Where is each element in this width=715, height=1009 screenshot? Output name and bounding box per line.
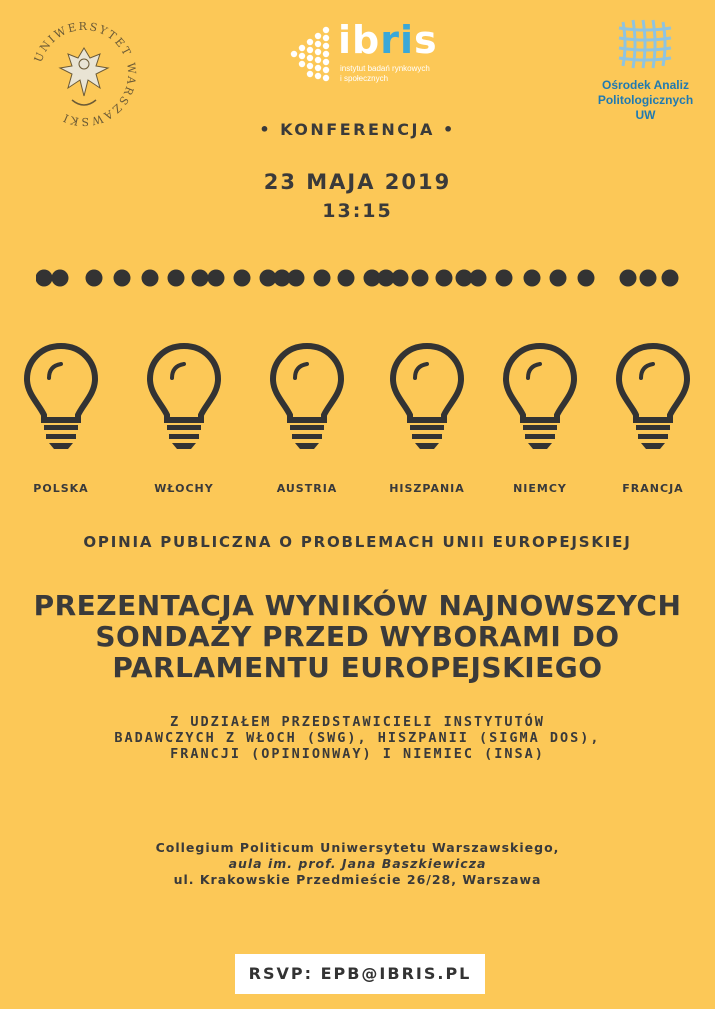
rsvp-box[interactable]: [235, 954, 485, 994]
country-polska: [6, 340, 116, 495]
participants-line3: FRANCJI (OPINIONWAY) I NIEMIEC (INSA): [170, 746, 545, 762]
headline-line2: SONDAŻY PRZED WYBORAMI DO: [95, 620, 620, 653]
rsvp-email-link[interactable]: RSVP: EPB@IBRIS.PL: [248, 964, 472, 983]
lightbulb-icon: [21, 340, 101, 452]
country-label: FRANCJA: [622, 482, 684, 495]
lightbulb-icon: [267, 340, 347, 452]
country-label: AUSTRIA: [276, 482, 338, 495]
lightbulb-icon: [144, 340, 224, 452]
ibris-tagline-line2: i społecznych: [340, 74, 389, 83]
dot-triangle-icon: [270, 24, 334, 84]
country-label: HISZPANIA: [389, 482, 465, 495]
ibris-tagline: [340, 64, 430, 84]
participants-line1: Z UDZIAŁEM PRZEDSTAWICIELI INSTYTUTÓW: [170, 714, 545, 730]
headline-line3: PARLAMENTU EUROPEJSKIEGO: [112, 651, 603, 684]
country-francja: [598, 340, 708, 495]
country-niemcy: [485, 340, 595, 495]
lightbulb-icon: [500, 340, 580, 452]
country-hiszpania: [372, 340, 482, 495]
country-wlochy: [129, 340, 239, 495]
ibris-logo: [270, 18, 440, 88]
participants-line2: BADAWCZYCH Z WŁOCH (SWG), HISZPANII (SIGMA DOS),: [114, 730, 601, 746]
venue-line2: aula im. prof. Jana Baszkiewicza: [228, 856, 487, 871]
country-austria: [252, 340, 362, 495]
subtitle: OPINIA PUBLICZNA O PROBLEMACH UNII EUROPEJSKIEJ: [83, 533, 632, 551]
event-time: 13:15: [322, 200, 393, 222]
country-label: POLSKA: [33, 482, 89, 495]
ibris-tagline-line1: instytut badań rynkowych: [340, 64, 430, 73]
oap-title: [588, 78, 703, 123]
country-label: WŁOCHY: [154, 482, 214, 495]
venue: [0, 840, 715, 888]
svg-text:UNIWERSYTET WARSZAWSKI: UNIWERSYTET WARSZAWSKI: [31, 19, 139, 129]
participants: [0, 714, 715, 762]
headline-line1: PREZENTACJA WYNIKÓW NAJNOWSZYCH: [33, 589, 682, 622]
venue-line3: ul. Krakowskie Przedmieście 26/28, Warszawa: [173, 872, 542, 887]
grid-globe-icon: [615, 16, 675, 72]
lightbulb-icon: [387, 340, 467, 452]
dot-divider: [36, 266, 686, 290]
venue-line1: Collegium Politicum Uniwersytetu Warszawskiego,: [155, 840, 560, 855]
university-of-warsaw-seal-icon: [28, 18, 140, 130]
event-date: 23 MAJA 2019: [263, 170, 452, 194]
ibris-wordmark: [338, 18, 438, 62]
ibris-name: ibris: [338, 18, 438, 62]
oap-logo: [588, 16, 703, 122]
uw-logo: [28, 18, 140, 130]
conference-kicker: • KONFERENCJA •: [259, 120, 456, 139]
oap-line2: Politologicznych UW: [597, 93, 694, 122]
ibris-accent-letters: ri: [380, 18, 414, 62]
country-label: NIEMCY: [513, 482, 567, 495]
lightbulb-icon: [613, 340, 693, 452]
headline: [0, 590, 715, 683]
oap-line1: Ośrodek Analiz: [602, 78, 689, 92]
